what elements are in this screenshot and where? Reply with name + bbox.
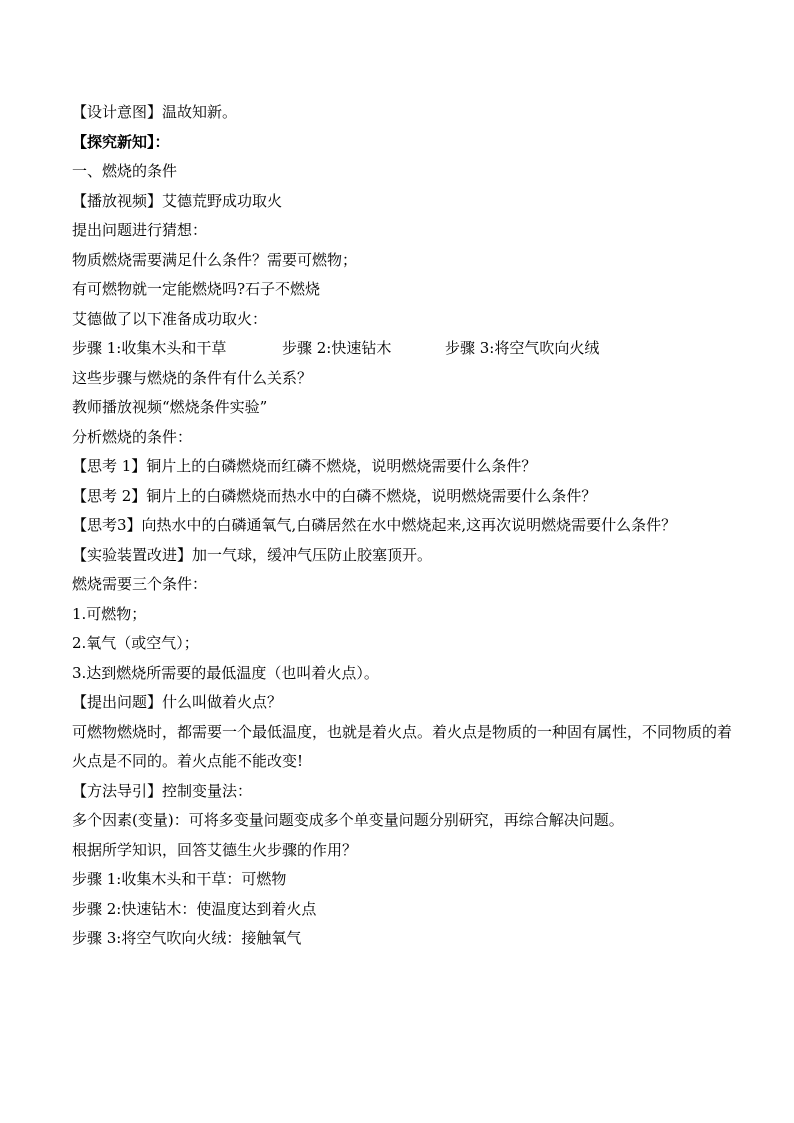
raise-question-line: 提出问题进行猜想： — [72, 221, 208, 239]
condition-1: 1.可燃物； — [72, 604, 147, 623]
apparatus-improvement-line: 【实验装置改进】加一气球，缓冲气压防止胶塞顶开。 — [72, 545, 433, 564]
condition-2: 2.氧气（或空气）； — [72, 634, 199, 652]
step-3: 步骤 3:将空气吹向火绒 — [445, 339, 600, 357]
steps-relation-question: 这些步骤与燃烧的条件有什么关系？ — [72, 368, 313, 387]
step-2: 步骤 2:快速钻木 — [282, 339, 392, 357]
ed-preparation-line: 艾德做了以下准备成功取火： — [72, 309, 268, 328]
step-2-answer: 步骤 2:快速钻木：使温度达到着火点 — [72, 899, 317, 918]
step-1-answer: 步骤 1:收集木头和干草：可燃物 — [72, 870, 287, 888]
ignition-point-paragraph: 可燃物燃烧时，都需要一个最低温度，也就是着火点。着火点是物质的一种固有属性，不同物质的着火点是不同的。着火点能不能改变! — [72, 722, 733, 770]
method-guide-line: 【方法导引】控制变量法： — [72, 781, 253, 800]
question-conditions-line: 物质燃烧需要满足什么条件？需要可燃物； — [72, 250, 358, 269]
step-1: 步骤 1:收集木头和干草 — [72, 339, 227, 357]
document-page — [72, 98, 732, 954]
play-video-line: 【播放视频】艾德荒野成功取火 — [72, 191, 283, 210]
question-fuel-line: 有可燃物就一定能燃烧吗?石子不燃烧 — [72, 280, 321, 298]
multiple-factors-line: 多个因素(变量)：可将多变量问题变成多个单变量问题分别研究，再综合解决问题。 — [72, 811, 624, 829]
think-2-line: 【思考 2】铜片上的白磷燃烧而热水中的白磷不燃烧，说明燃烧需要什么条件？ — [72, 486, 597, 505]
analyze-conditions-line: 分析燃烧的条件： — [72, 427, 193, 446]
ignition-point-question: 【提出问题】什么叫做着火点？ — [72, 693, 283, 711]
design-intent-line: 【设计意图】温故知新。 — [72, 103, 238, 121]
steps-row — [72, 334, 732, 364]
condition-3: 3.达到燃烧所需要的最低温度（也叫着火点）。 — [72, 663, 379, 682]
think-3-line: 【思考3】向热水中的白磷通氧气,白磷居然在水中燃烧起来,这再次说明燃烧需要什么条件？ — [72, 516, 677, 534]
teacher-video-line: 教师播放视频“燃烧条件实验” — [72, 398, 268, 416]
answer-question-line: 根据所学知识，回答艾德生火步骤的作用？ — [72, 840, 358, 859]
think-1-line: 【思考 1】铜片上的白磷燃烧而红磷不燃烧，说明燃烧需要什么条件？ — [72, 457, 537, 475]
step-3-answer: 步骤 3:将空气吹向火绒：接触氧气 — [72, 929, 302, 947]
section-heading-combustion-conditions: 一、燃烧的条件 — [72, 162, 178, 180]
three-conditions-line: 燃烧需要三个条件： — [72, 575, 208, 593]
explore-new-knowledge-heading: 【探究新知】： — [72, 132, 170, 151]
